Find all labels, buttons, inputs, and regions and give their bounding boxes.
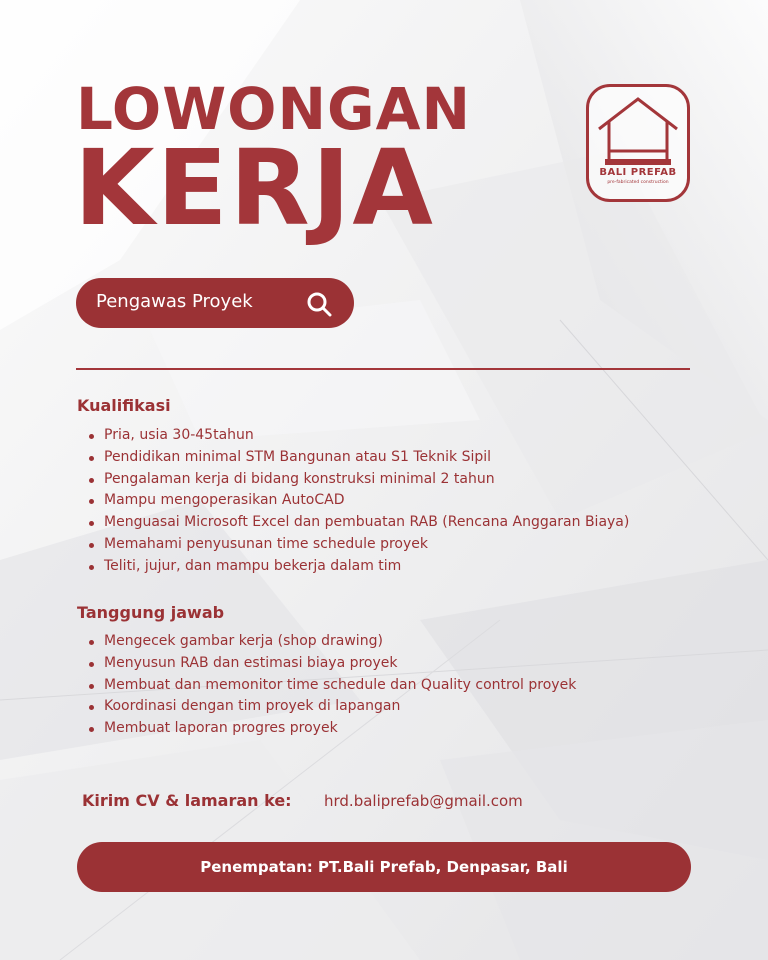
list-item: Pengalaman kerja di bidang konstruksi minimal 2 tahun (86, 469, 629, 491)
list-item: Mengecek gambar kerja (shop drawing) (86, 631, 576, 653)
qualifications-title: Kualifikasi (77, 396, 171, 415)
list-item: Mampu mengoperasikan AutoCAD (86, 490, 629, 512)
responsibilities-title: Tanggung jawab (77, 603, 225, 622)
list-item: Memahami penyusunan time schedule proyek (86, 534, 629, 556)
placement-label: Penempatan: PT.Bali Prefab, Denpasar, Bali (200, 858, 568, 876)
section-divider (76, 368, 690, 370)
qualifications-list (86, 425, 629, 578)
list-item: Pendidikan minimal STM Bangunan atau S1 Teknik Sipil (86, 447, 629, 469)
list-item: Membuat laporan progres proyek (86, 718, 576, 740)
list-item: Menyusun RAB dan estimasi biaya proyek (86, 653, 576, 675)
list-item: Menguasai Microsoft Excel dan pembuatan RAB (Rencana Anggaran Biaya) (86, 512, 629, 534)
house-icon (595, 95, 681, 167)
list-item: Teliti, jujur, dan mampu bekerja dalam tim (86, 556, 629, 578)
list-item: Membuat dan memonitor time schedule dan Quality control proyek (86, 675, 576, 697)
placement-banner (77, 842, 691, 892)
position-label: Pengawas Proyek (96, 291, 253, 312)
title-line-2: KERJA (74, 127, 435, 249)
list-item: Pria, usia 30-45tahun (86, 425, 629, 447)
contact-label: Kirim CV & lamaran ke: (82, 791, 292, 810)
logo-name: BALI PREFAB (599, 167, 677, 178)
search-icon (306, 291, 332, 317)
position-badge (76, 278, 354, 328)
list-item: Koordinasi dengan tim proyek di lapangan (86, 696, 576, 718)
title-line-1: LOWONGAN (76, 75, 472, 143)
company-logo (586, 84, 690, 202)
contact-email: hrd.baliprefab@gmail.com (324, 792, 523, 810)
logo-tagline: pre-fabricated construction (607, 180, 669, 185)
responsibilities-list (86, 631, 576, 740)
